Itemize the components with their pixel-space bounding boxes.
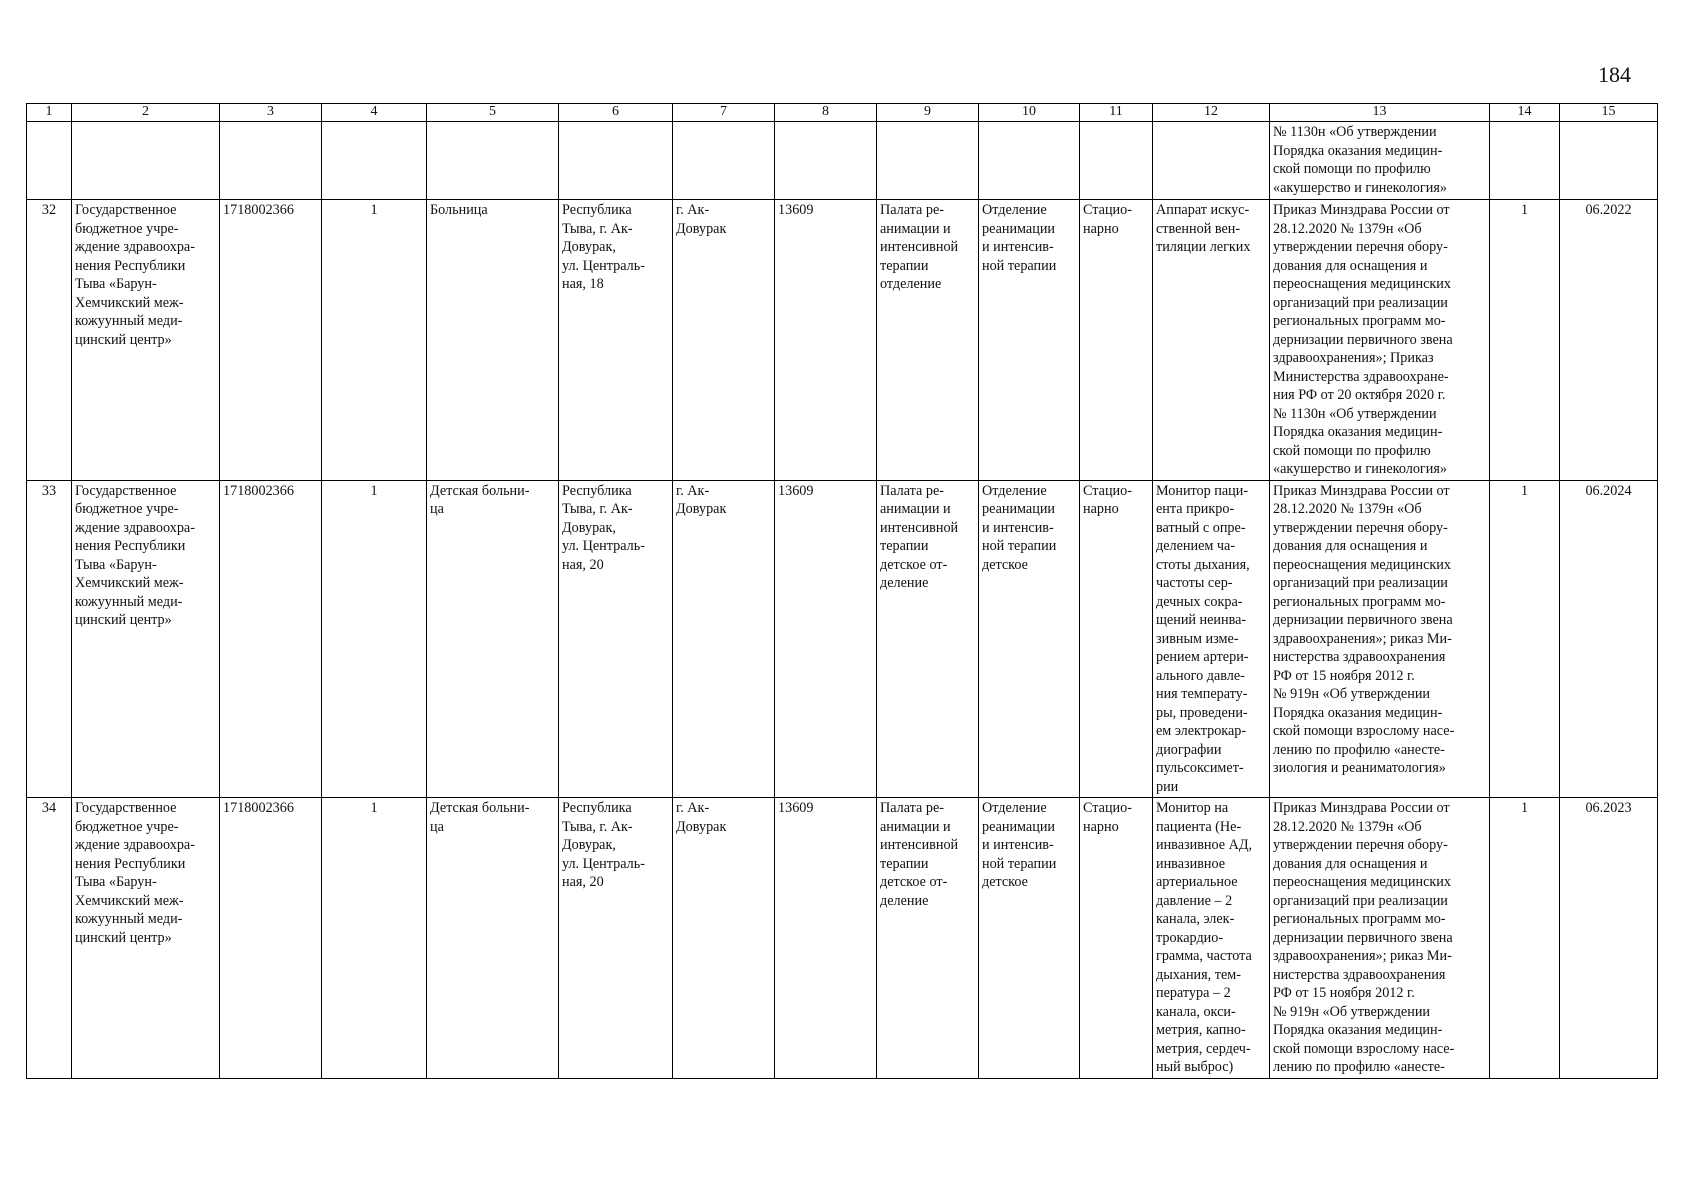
table-cell (427, 122, 559, 200)
continuation-row (27, 122, 1658, 200)
header-cell: 13 (1270, 104, 1490, 122)
date-cell: 06.2023 (1560, 798, 1658, 1079)
header-cell: 9 (877, 104, 979, 122)
address-cell: Республика Тыва, г. Ак- Довурак, ул. Централь- ная, 20 (559, 480, 673, 798)
facility-type-cell: Больница (427, 200, 559, 481)
regulation-cell: № 1130н «Об утверждении Порядка оказания медицин- ской помощи по профилю «акушерство и гинекология» (1270, 122, 1490, 200)
ward-cell: Палата ре- анимации и интенсивной терапии отделение (877, 200, 979, 481)
date-cell: 06.2022 (1560, 200, 1658, 481)
care-mode-cell: Стацио- нарно (1080, 200, 1153, 481)
page-number: 184 (1598, 62, 1631, 87)
organization-cell: Государственное бюджетное учре- ждение здравоохра- нения Республики Тыва «Барун- Хемчикский меж- кожуунный меди- цинский центр» (72, 798, 220, 1079)
table-row (27, 480, 1658, 798)
city-cell: г. Ак- Довурак (673, 480, 775, 798)
header-cell: 14 (1490, 104, 1560, 122)
header-cell: 3 (220, 104, 322, 122)
facility-type-cell: Детская больни- ца (427, 480, 559, 798)
header-cell: 2 (72, 104, 220, 122)
row-number: 34 (27, 798, 72, 1079)
header-cell: 12 (1153, 104, 1270, 122)
department-cell: Отделение реанимации и интенсив- ной терапии (979, 200, 1080, 481)
table-cell (775, 122, 877, 200)
quantity-cell: 1 (1490, 480, 1560, 798)
table-cell (673, 122, 775, 200)
equipment-cell: Монитор паци- ента прикро- ватный с опре- делением ча- стоты дыхания, частоты сер- дечных сокра- щений неинва- зивным изме- рением артери- ального давле- ния температу- ры, проведени- ем электрокар- диографии пульсоксимет- рии (1153, 480, 1270, 798)
table-cell (1490, 122, 1560, 200)
inn-cell: 1718002366 (220, 200, 322, 481)
header-cell: 11 (1080, 104, 1153, 122)
department-cell: Отделение реанимации и интенсив- ной терапии детское (979, 480, 1080, 798)
code-cell: 13609 (775, 480, 877, 798)
organization-cell: Государственное бюджетное учре- ждение здравоохра- нения Республики Тыва «Барун- Хемчикский меж- кожуунный меди- цинский центр» (72, 480, 220, 798)
care-mode-cell: Стацио- нарно (1080, 798, 1153, 1079)
ward-cell: Палата ре- анимации и интенсивной терапии детское от- деление (877, 798, 979, 1079)
equipment-cell: Монитор на пациента (Не- инвазивное АД, инвазивное артериальное давление – 2 канала, элек- трокардио- грамма, частота дыхания, тем- пература – 2 канала, окси- метрия, капно- метрия, сердеч- ный выброс) (1153, 798, 1270, 1079)
address-cell: Республика Тыва, г. Ак- Довурак, ул. Централь- ная, 20 (559, 798, 673, 1079)
header-cell: 6 (559, 104, 673, 122)
facility-type-cell: Детская больни- ца (427, 798, 559, 1079)
table-cell (979, 122, 1080, 200)
code-cell: 13609 (775, 798, 877, 1079)
city-cell: г. Ак- Довурак (673, 200, 775, 481)
date-cell: 06.2024 (1560, 480, 1658, 798)
header-cell: 15 (1560, 104, 1658, 122)
table-cell (220, 122, 322, 200)
table-cell (877, 122, 979, 200)
row-number: 32 (27, 200, 72, 481)
regulation-cell: Приказ Минздрава России от 28.12.2020 № 1379н «Об утверждении перечня обору- дования для оснащения и переоснащения медицинских организаций при реализации региональных программ мо- дернизации первичного звена здравоохранения»; риказ Ми- нистерства здравоохранения РФ от 15 ноября 2012 г. № 919н «Об утверждении Порядка оказания медицин- ской помощи взрослому насе- лению по профилю «анесте- (1270, 798, 1490, 1079)
ward-cell: Палата ре- анимации и интенсивной терапии детское от- деление (877, 480, 979, 798)
header-cell: 10 (979, 104, 1080, 122)
care-mode-cell: Стацио- нарно (1080, 480, 1153, 798)
table-cell (322, 122, 427, 200)
header-row (27, 104, 1658, 122)
quantity-cell: 1 (1490, 200, 1560, 481)
table-cell (27, 122, 72, 200)
regulation-cell: Приказ Минздрава России от 28.12.2020 № 1379н «Об утверждении перечня обору- дования для оснащения и переоснащения медицинских организаций при реализации региональных программ мо- дернизации первичного звена здравоохранения»; риказ Ми- нистерства здравоохранения РФ от 15 ноября 2012 г. № 919н «Об утверждении Порядка оказания медицин- ской помощи взрослому насе- лению по профилю «анесте- зиология и реаниматология» (1270, 480, 1490, 798)
equipment-cell: Аппарат искус- ственной вен- тиляции легких (1153, 200, 1270, 481)
header-cell: 8 (775, 104, 877, 122)
table-cell (72, 122, 220, 200)
header-cell: 1 (27, 104, 72, 122)
table-row (27, 200, 1658, 481)
organization-cell: Государственное бюджетное учре- ждение здравоохра- нения Республики Тыва «Барун- Хемчикский меж- кожуунный меди- цинский центр» (72, 200, 220, 481)
code-cell: 13609 (775, 200, 877, 481)
inn-cell: 1718002366 (220, 480, 322, 798)
address-cell: Республика Тыва, г. Ак- Довурак, ул. Централь- ная, 18 (559, 200, 673, 481)
count-cell: 1 (322, 480, 427, 798)
header-cell: 4 (322, 104, 427, 122)
city-cell: г. Ак- Довурак (673, 798, 775, 1079)
count-cell: 1 (322, 798, 427, 1079)
regulation-cell: Приказ Минздрава России от 28.12.2020 № 1379н «Об утверждении перечня обору- дования для оснащения и переоснащения медицинских организаций при реализации региональных программ мо- дернизации первичного звена здравоохранения»; Приказ Министерства здравоохране- ния РФ от 20 октября 2020 г. № 1130н «Об утверждении Порядка оказания медицин- ской помощи по профилю «акушерство и гинекология» (1270, 200, 1490, 481)
quantity-cell: 1 (1490, 798, 1560, 1079)
count-cell: 1 (322, 200, 427, 481)
header-cell: 5 (427, 104, 559, 122)
table-cell (1080, 122, 1153, 200)
table-row (27, 798, 1658, 1079)
equipment-table (26, 103, 1658, 1079)
inn-cell: 1718002366 (220, 798, 322, 1079)
table-cell (1560, 122, 1658, 200)
row-number: 33 (27, 480, 72, 798)
department-cell: Отделение реанимации и интенсив- ной терапии детское (979, 798, 1080, 1079)
table-cell (1153, 122, 1270, 200)
header-cell: 7 (673, 104, 775, 122)
table-cell (559, 122, 673, 200)
